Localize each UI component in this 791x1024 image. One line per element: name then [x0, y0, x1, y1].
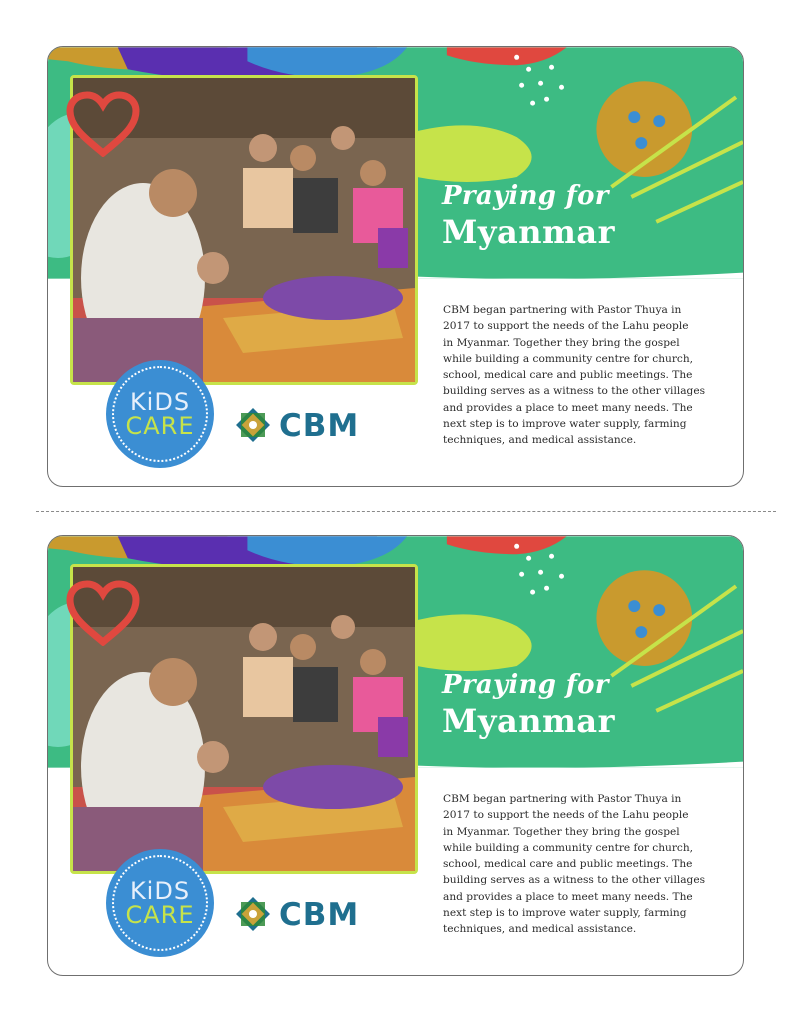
description-line: in Myanmar. Together they bring the gospel	[443, 825, 680, 838]
cbm-wordmark: CBM	[279, 897, 360, 933]
card-title	[442, 181, 615, 253]
prayer-card-1	[47, 46, 744, 487]
cbm-logo	[233, 405, 373, 447]
badge-care-text: CARE	[125, 412, 195, 440]
description-line: and provides a place to meet many needs. The	[443, 890, 693, 903]
badge-kids-text: KiDS	[129, 877, 191, 905]
badge-kids-text: KiDS	[129, 388, 191, 416]
description-line: while building a community centre for church,	[443, 841, 694, 854]
cbm-star-icon	[233, 894, 273, 934]
cbm-logo	[233, 894, 373, 936]
prayer-card-2	[47, 535, 744, 976]
description-line: CBM began partnering with Pastor Thuya in	[443, 304, 682, 316]
title-praying-for: Praying for	[442, 670, 609, 700]
badge-care-text: CARE	[125, 901, 195, 929]
title-praying-for: Praying for	[442, 181, 609, 211]
card-description	[443, 302, 723, 449]
heart-icon	[66, 91, 140, 157]
description-line: and provides a place to meet many needs. The	[443, 401, 693, 414]
kids-care-logo	[106, 849, 214, 957]
description-line: 2017 to support the needs of the Lahu people	[443, 809, 689, 822]
card-description	[443, 791, 723, 938]
description-line: building serves as a witness to the other villages	[443, 385, 706, 398]
description-line: while building a community centre for church,	[443, 352, 694, 365]
description-line: school, medical care and public meetings. The	[443, 369, 693, 382]
description-line: 2017 to support the needs of the Lahu people	[443, 320, 689, 333]
cbm-wordmark: CBM	[279, 408, 360, 444]
description-line: building serves as a witness to the other villages	[443, 874, 706, 887]
description-line: techniques, and medical assistance.	[443, 923, 637, 936]
description-line: techniques, and medical assistance.	[443, 434, 637, 447]
card-title	[442, 670, 615, 742]
description-line: next step is to improve water supply, farming	[443, 418, 687, 431]
description-line: school, medical care and public meetings. The	[443, 858, 693, 871]
title-country: Myanmar	[442, 213, 615, 251]
description-line: CBM began partnering with Pastor Thuya in	[443, 793, 682, 805]
heart-icon	[66, 580, 140, 646]
kids-care-logo	[106, 360, 214, 468]
cbm-star-icon	[233, 405, 273, 445]
description-line: next step is to improve water supply, farming	[443, 907, 687, 920]
cut-line-divider	[36, 511, 776, 512]
description-line: in Myanmar. Together they bring the gospel	[443, 336, 680, 349]
title-country: Myanmar	[442, 702, 615, 740]
